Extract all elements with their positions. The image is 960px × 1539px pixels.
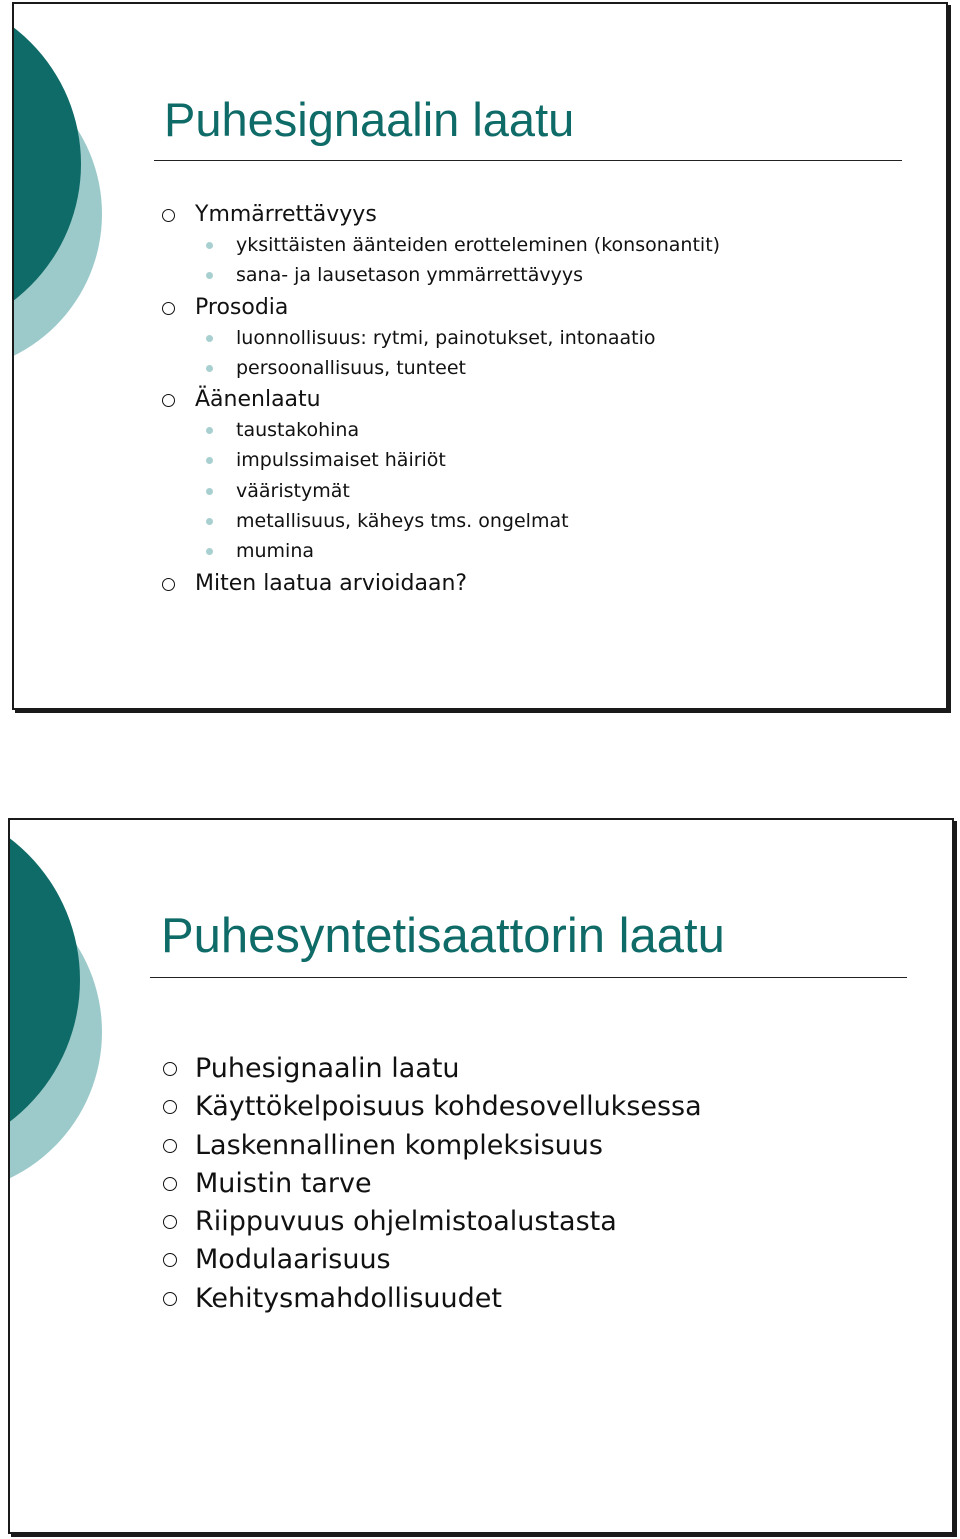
list-item-label: Riippuvuus ohjelmistoalustasta — [195, 1206, 617, 1238]
slide-2 — [8, 818, 954, 1534]
decorative-arc-shape — [14, 4, 124, 384]
hollow-circle-bullet-icon — [163, 1253, 177, 1267]
sub-list-item: impulssimaiset häiriöt — [160, 445, 720, 475]
sub-list-item: mumina — [160, 536, 720, 566]
list-item-label: Laskennallinen kompleksisuus — [195, 1129, 603, 1161]
slide-title: Puhesyntetisaattorin laatu — [161, 909, 725, 963]
hollow-circle-bullet-icon — [163, 1139, 177, 1153]
dot-bullet-icon — [206, 272, 213, 279]
list-item-label: Ymmärrettävyys — [195, 202, 377, 227]
hollow-circle-bullet-icon — [162, 302, 175, 315]
list-item — [160, 1241, 702, 1279]
list-item-label: Käyttökelpoisuus kohdesovelluksessa — [195, 1091, 702, 1123]
list-item — [160, 293, 720, 384]
list-item — [160, 1203, 702, 1241]
list-item — [160, 1280, 702, 1318]
list-item — [160, 1165, 702, 1203]
sub-list-item: luonnollisuus: rytmi, painotukset, intonaatio — [160, 323, 720, 353]
sub-list-item: yksittäisten äänteiden erotteleminen (konsonantit) — [160, 230, 720, 260]
list-item-label: Äänenlaatu — [195, 387, 321, 413]
hollow-circle-bullet-icon — [163, 1177, 177, 1191]
dot-bullet-icon — [206, 335, 213, 342]
dot-bullet-icon — [206, 488, 213, 495]
list-item — [160, 569, 720, 599]
list-item — [160, 1050, 702, 1088]
list-item-label: Kehitysmahdollisuudet — [195, 1282, 502, 1314]
list-item-label: Miten laatua arvioidaan? — [195, 570, 468, 596]
slide-1 — [12, 2, 948, 710]
bullet-list — [160, 1050, 702, 1318]
dot-bullet-icon — [206, 548, 213, 555]
hollow-circle-bullet-icon — [162, 394, 175, 407]
list-item-label: Prosodia — [195, 294, 289, 320]
sub-list-item: taustakohina — [160, 415, 720, 445]
hollow-circle-bullet-icon — [163, 1100, 177, 1114]
list-item — [160, 385, 720, 566]
bullet-list — [160, 200, 720, 599]
list-item — [160, 1127, 702, 1165]
list-item-label: Puhesignaalin laatu — [195, 1053, 460, 1084]
title-divider — [154, 160, 902, 161]
sub-list-item: vääristymät — [160, 476, 720, 506]
sub-list-item: metallisuus, käheys tms. ongelmat — [160, 506, 720, 536]
list-item-label: Muistin tarve — [195, 1167, 372, 1199]
sub-bullet-list — [160, 323, 720, 384]
sub-list-item: sana- ja lausetason ymmärrettävyys — [160, 260, 720, 290]
list-item — [160, 200, 720, 291]
hollow-circle-bullet-icon — [162, 209, 175, 222]
hollow-circle-bullet-icon — [163, 1215, 177, 1229]
title-divider — [150, 977, 907, 978]
dot-bullet-icon — [206, 457, 213, 464]
hollow-circle-bullet-icon — [162, 578, 175, 591]
sub-bullet-list — [160, 415, 720, 566]
dot-bullet-icon — [206, 518, 213, 525]
dot-bullet-icon — [206, 427, 213, 434]
list-item — [160, 1088, 702, 1126]
hollow-circle-bullet-icon — [163, 1292, 177, 1306]
sub-bullet-list — [160, 230, 720, 291]
slide-title: Puhesignaalin laatu — [164, 93, 575, 146]
dot-bullet-icon — [206, 365, 213, 372]
decorative-arc-shape — [10, 820, 120, 1200]
dot-bullet-icon — [206, 242, 213, 249]
hollow-circle-bullet-icon — [163, 1062, 177, 1076]
list-item-label: Modulaarisuus — [195, 1244, 391, 1276]
sub-list-item: persoonallisuus, tunteet — [160, 353, 720, 383]
